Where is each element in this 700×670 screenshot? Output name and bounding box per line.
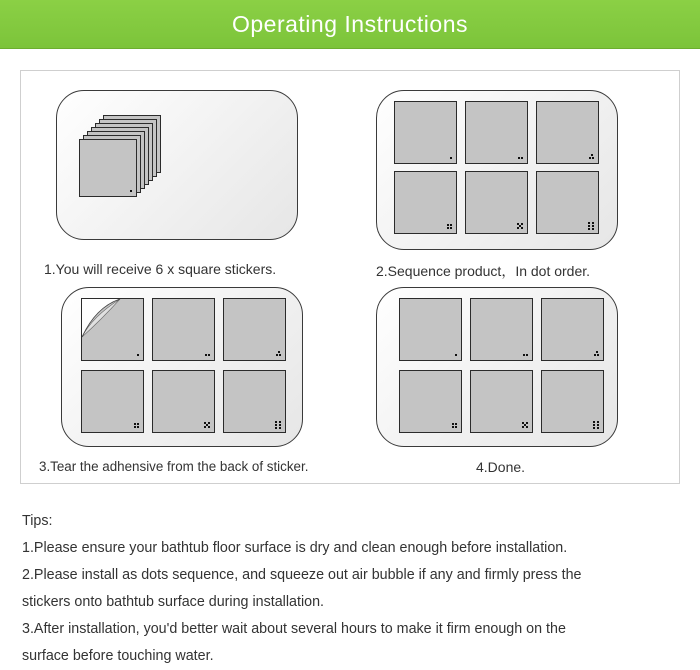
dot-marker-1 [450,349,458,357]
sticker-tile [465,171,528,234]
dot [597,354,599,356]
dot [526,354,528,356]
sticker-tile [152,370,215,433]
dot-marker-2 [521,349,529,357]
dot [591,154,593,156]
dot [279,421,281,423]
dot [518,157,520,159]
dot [592,228,594,230]
sticker-tile [223,298,286,361]
dot [450,227,452,229]
peel-corner-icon [82,299,122,339]
dot-marker-4 [132,421,140,429]
dot [455,426,457,428]
sticker-tile [81,370,144,433]
dot [278,351,280,353]
dot [450,224,452,226]
dot [276,354,278,356]
dot-marker-1 [445,152,453,160]
step-4-caption: 4.Done. [476,459,526,475]
dot-marker-6 [274,421,282,429]
header-banner [0,0,700,49]
sticker-tile [399,370,462,433]
dot [597,424,599,426]
dot-marker-2 [203,349,211,357]
dot [526,422,528,424]
page-title: Operating Instructions [231,10,468,37]
tip-line: 3.After installation, you'd better wait about several hours to make it firm enough on the [22,621,566,637]
instructions-frame [20,70,680,484]
dot-marker-2 [516,152,524,160]
dot-marker-4 [450,421,458,429]
dot [275,427,277,429]
tip-line: surface before touching water. [22,648,214,664]
sticker-stack [79,115,179,215]
sticker-tile [223,370,286,433]
dot [592,225,594,227]
dot [593,421,595,423]
dot [597,421,599,423]
dot-marker-6 [592,421,600,429]
dot [134,426,136,428]
dot [279,424,281,426]
dot [588,225,590,227]
dot [452,423,454,425]
sticker-tile [470,370,533,433]
dot [588,228,590,230]
sticker-tile [470,298,533,361]
dot [592,157,594,159]
dot [455,354,457,356]
dot-marker-1 [125,185,133,193]
sticker-tile [399,298,462,361]
dot [521,223,523,225]
dot [588,222,590,224]
dot [526,426,528,428]
dot [130,190,132,192]
sticker-tile [541,370,604,433]
dot-marker-3 [587,152,595,160]
dot [593,427,595,429]
sticker-tile [465,101,528,164]
dot [596,351,598,353]
dot [522,426,524,428]
dot [275,421,277,423]
tips-section [22,508,682,670]
dot-marker-1 [132,349,140,357]
dot [204,426,206,428]
step-3-panel [61,287,303,447]
dot [521,227,523,229]
dot-marker-6 [587,222,595,230]
dot [455,423,457,425]
dot [208,354,210,356]
sticker-tile [81,298,144,361]
dot [208,426,210,428]
dot [450,157,452,159]
step-2-panel [376,90,618,250]
dot [275,424,277,426]
dot [523,354,525,356]
dot [137,426,139,428]
dot [208,422,210,424]
dot [447,227,449,229]
tip-line: stickers onto bathtub surface during installation. [22,594,324,610]
dot [597,427,599,429]
tip-line: 1.Please ensure your bathtub floor surface is dry and clean enough before installation. [22,540,568,556]
tips-heading: Tips: [22,513,53,529]
dot [593,424,595,426]
dot [205,354,207,356]
dot [137,423,139,425]
dot [592,222,594,224]
step-1-panel [56,90,298,240]
sticker-tile [541,298,604,361]
step-2-caption: 2.Sequence product，In dot order. [376,263,591,279]
dot [521,157,523,159]
dot [589,157,591,159]
sticker-tile [152,298,215,361]
sticker-tile [536,101,599,164]
sticker-tile [394,171,457,234]
dot-marker-3 [274,349,282,357]
dot [517,227,519,229]
dot [279,354,281,356]
dot [452,426,454,428]
dot-marker-4 [445,222,453,230]
sticker-tile [394,101,457,164]
dot [279,427,281,429]
dot-marker-5 [521,421,529,429]
tip-line: 2.Please install as dots sequence, and squeeze out air bubble if any and firmly press the [22,567,582,583]
sticker-tile [536,171,599,234]
dot-marker-5 [516,222,524,230]
dot-marker-3 [592,349,600,357]
stacked-sticker [79,139,137,197]
step-3-caption: 3.Tear the adhensive from the back of sticker. [39,459,309,474]
dot [137,354,139,356]
step-4-panel [376,287,618,447]
step-1-caption: 1.You will receive 6 x square stickers. [44,261,277,277]
dot [447,224,449,226]
dot-marker-5 [203,421,211,429]
dot [594,354,596,356]
dot [134,423,136,425]
